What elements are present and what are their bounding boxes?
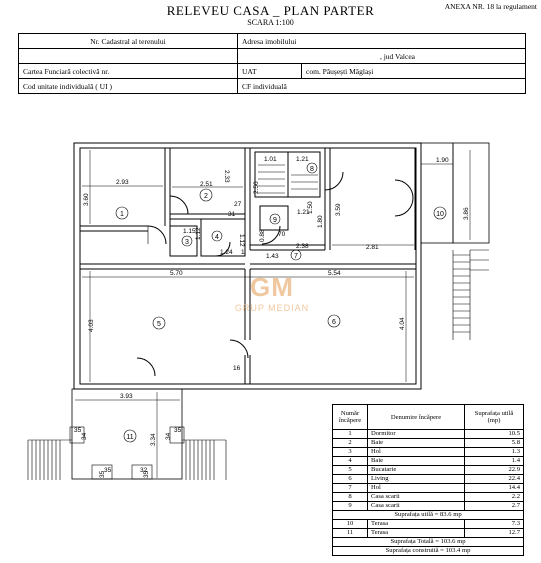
watermark-text: GRUP MEDIAN — [234, 303, 310, 313]
dim-label: 32 — [140, 467, 148, 474]
room-area: 12.7 — [465, 529, 524, 538]
dim-label: 70 — [278, 231, 286, 238]
room-number: 8 — [310, 166, 314, 173]
room-area: 22.9 — [465, 466, 524, 475]
watermark-logo: GM — [250, 272, 294, 302]
dim-label: 2.33 — [223, 170, 230, 183]
table-row — [333, 529, 524, 538]
room-number: 10 — [436, 211, 444, 218]
room-number: 3 — [185, 239, 189, 246]
constructed-area: Suprafața construită = 103.4 mp — [333, 547, 524, 556]
room-number: 9 — [273, 217, 277, 224]
room-number: 6 — [332, 319, 336, 326]
table-row — [333, 430, 524, 439]
room-name: Casa scarii — [368, 502, 465, 511]
dim-label: 1.24 — [220, 249, 233, 256]
room-area: 10.5 — [465, 430, 524, 439]
table-row — [333, 448, 524, 457]
door-arc — [395, 198, 413, 216]
adresa-label: Adresa imobilului — [238, 34, 526, 49]
room-area: 1.4 — [465, 457, 524, 466]
col-header-name: Denumire încăpere — [368, 405, 465, 430]
plan-title: RELEVEU CASA _ PLAN PARTER — [166, 3, 375, 18]
dim-label: 1.21 — [296, 156, 309, 163]
dim-label: 2.93 — [116, 179, 129, 186]
table-row — [333, 466, 524, 475]
dim-label: 4.04 — [399, 317, 406, 330]
dim-label: 1 — [241, 249, 245, 256]
nr-cadastral-label: Nr. Cadastral al terenului — [19, 34, 238, 49]
room-number: 4 — [215, 234, 219, 241]
room-name: Baie — [368, 457, 465, 466]
room-name: Dormitor — [368, 430, 465, 439]
room-number: 1 — [120, 211, 124, 218]
room-area: 22.4 — [465, 475, 524, 484]
dim-label: 2.50 — [253, 181, 260, 194]
door-arc — [148, 226, 166, 244]
room-nr: 2 — [333, 439, 368, 448]
room-area: 7.3 — [465, 520, 524, 529]
table-row — [333, 475, 524, 484]
total-area: Suprafața Totală = 103.6 mp — [333, 538, 524, 547]
grup-median-watermark — [222, 272, 322, 313]
door-arc — [395, 180, 413, 198]
room-name: Living — [368, 475, 465, 484]
table-row — [333, 520, 524, 529]
room-number: 5 — [157, 321, 161, 328]
dim-label: 35 — [74, 427, 82, 434]
dim-label: 35 — [174, 427, 182, 434]
dim-label: 1.12 — [238, 234, 245, 247]
dim-label: 3.93 — [120, 393, 133, 400]
room-area: 2.2 — [465, 493, 524, 502]
room-nr: 5 — [333, 466, 368, 475]
dim-label: 1.21 — [297, 209, 310, 216]
room-name: Terasa — [368, 529, 465, 538]
room-nr: 10 — [333, 520, 368, 529]
room-name: Casa scarii — [368, 493, 465, 502]
dim-label: 5.54 — [328, 270, 341, 277]
dim-label: 3.34 — [150, 433, 157, 446]
dim-label: 1.43 — [266, 253, 279, 260]
room-name: Terasa — [368, 520, 465, 529]
room-area: 2.7 — [465, 502, 524, 511]
dim-label: 34 — [81, 432, 88, 440]
room-area: 5.8 — [465, 439, 524, 448]
uat-value: com. Păușești Măglași — [302, 64, 526, 79]
dim-label: 2.38 — [296, 243, 309, 250]
room-nr: 7 — [333, 484, 368, 493]
dim-label: 3.60 — [83, 193, 90, 206]
dim-label: 1.50 — [307, 201, 314, 214]
dim-label: 27 — [234, 201, 242, 208]
room-name: Bucatarie — [368, 466, 465, 475]
door-arc — [325, 172, 343, 190]
carte-funciara-label: Cartea Funciară colectivă nr. — [19, 64, 238, 79]
room-number: 7 — [294, 253, 298, 260]
dim-label: 1.12 — [195, 227, 202, 240]
dim-label: 34 — [165, 432, 172, 440]
dim-label: 35 — [99, 470, 106, 478]
summary-row — [333, 538, 524, 547]
cf-individuala-label: CF individuală — [238, 79, 526, 94]
outer-wall-inner — [80, 148, 416, 384]
dim-label: 0.88 — [259, 229, 266, 242]
room-nr: 4 — [333, 457, 368, 466]
room-number: 2 — [204, 193, 208, 200]
dim-label: 1.90 — [436, 157, 449, 164]
dim-label: 1.80 — [317, 215, 324, 228]
uat-label: UAT — [238, 64, 302, 79]
room-nr: 9 — [333, 502, 368, 511]
summary-row — [333, 547, 524, 556]
room-nr: 3 — [333, 448, 368, 457]
room-nr: 8 — [333, 493, 368, 502]
dim-label: 16 — [233, 365, 241, 372]
dim-label: 2.51 — [200, 181, 213, 188]
col-header-number: Număr încăpere — [333, 405, 368, 430]
room-name: Baie — [368, 439, 465, 448]
table-row — [333, 484, 524, 493]
summary-row — [333, 511, 524, 520]
table-row — [333, 439, 524, 448]
dim-label: 1.01 — [264, 156, 277, 163]
door-arc — [170, 196, 188, 214]
dim-label: 3.86 — [463, 207, 470, 220]
rooms-area-table — [332, 404, 524, 556]
cod-unitate-label: Cod unitate individuală ( UI ) — [19, 79, 238, 94]
dim-label: 5.70 — [170, 270, 183, 277]
room-nr: 1 — [333, 430, 368, 439]
dim-label: 31 — [228, 211, 236, 218]
room-nr: 11 — [333, 529, 368, 538]
dim-label: 2.81 — [366, 244, 379, 251]
dim-label: 1.15 — [183, 228, 196, 235]
plan-scale: SCARA 1:100 — [247, 18, 294, 27]
room-area: 14.4 — [465, 484, 524, 493]
adresa-value: , jud Valcea — [238, 49, 526, 64]
room-name: Hol — [368, 484, 465, 493]
room-name: Hol — [368, 448, 465, 457]
table-row — [333, 457, 524, 466]
dim-label: 4.03 — [88, 319, 95, 332]
dim-label: 35 — [104, 467, 112, 474]
room-nr: 6 — [333, 475, 368, 484]
door-arc — [137, 358, 155, 376]
room-number: 11 — [126, 434, 134, 441]
terrace-10-extension — [453, 143, 489, 243]
table-row — [333, 493, 524, 502]
annex-label: ANEXA NR. 18 la regulament — [444, 2, 537, 11]
util-total: Suprafața utilă = 83.6 mp — [333, 511, 524, 520]
dim-label: 35 — [143, 470, 150, 478]
table-row — [333, 502, 524, 511]
room-area: 1.3 — [465, 448, 524, 457]
col-header-area: Suprafața utilă (mp) — [465, 405, 524, 430]
dim-label: 3.59 — [335, 203, 342, 216]
